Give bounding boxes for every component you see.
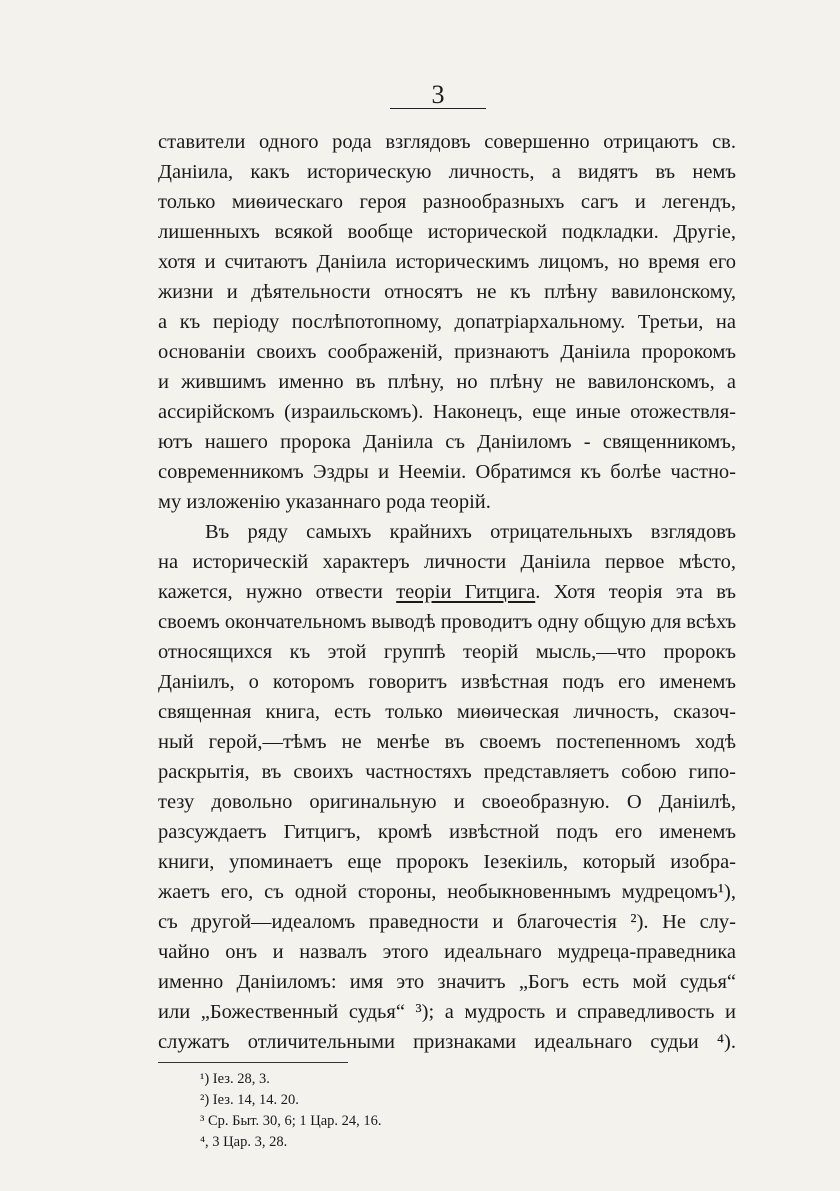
text-line: и жившимъ именно въ плѣну, но плѣну не вавилонскомъ, а — [158, 371, 736, 393]
text-line: ассирійскомъ (израильскомъ). Наконецъ, еще иные отожествля- — [158, 401, 736, 423]
text-line: съ другой—идеаломъ праведности и благочестія ²). Не слу- — [158, 911, 736, 933]
text-segment: кажется, нужно отвести — [158, 581, 397, 603]
text-line: только миѳическаго героя разнообразныхъ сагъ и легендъ, — [158, 191, 736, 213]
text-line: тезу довольно оригинальную и своеобразную. О Даніилѣ, — [158, 791, 736, 813]
text-line: ный герой,—тѣмъ не менѣе въ своемъ постепенномъ ходѣ — [158, 731, 736, 753]
text-line: жаетъ его, съ одной стороны, необыкновеннымъ мудрецомъ¹), — [158, 881, 736, 903]
text-segment: . Хотя теорія эта въ — [535, 581, 736, 603]
header-rule — [390, 108, 486, 109]
underlined-theory-name: теоріи Гитцига — [396, 581, 536, 603]
page-number: 3 — [431, 80, 445, 109]
text-line: на историческій характеръ личности Даніила первое мѣсто, — [158, 551, 736, 573]
text-line: или „Божественный судья“ ³); а мудрость и справедливость и — [158, 1001, 736, 1023]
text-line: служатъ отличительными признаками идеальнаго судьи ⁴). — [158, 1031, 736, 1053]
text-line: а къ періоду послѣпотопному, допатріархальному. Третьи, на — [158, 311, 736, 333]
text-line: основаніи своихъ соображеній, признаютъ Даніила пророкомъ — [158, 341, 736, 363]
text-line: Въ ряду самыхъ крайнихъ отрицательныхъ взглядовъ — [205, 521, 736, 543]
text-line: своемъ окончательномъ выводѣ проводитъ одну общую для всѣхъ — [158, 611, 736, 633]
text-line: книги, упоминаетъ еще пророкъ Іезекіиль, который изобра- — [158, 851, 736, 873]
text-line: именно Даніиломъ: имя это значитъ „Богъ есть мой судья“ — [158, 971, 736, 993]
text-line — [158, 578, 736, 608]
text-line: хотя и считаютъ Даніила историческимъ лицомъ, но время его — [158, 251, 736, 273]
footnote: ¹) Іез. 28, 3. — [200, 1071, 270, 1087]
text-line: раскрытія, въ своихъ частностяхъ представляетъ собою гипо- — [158, 761, 736, 783]
text-line: Даніилъ, о которомъ говоритъ извѣстная подъ его именемъ — [158, 671, 736, 693]
text-line: ютъ нашего пророка Даніила съ Даніиломъ - священникомъ, — [158, 431, 736, 453]
text-line: лишенныхъ всякой вообще исторической подкладки. Другіе, — [158, 221, 736, 243]
footnote: ⁴, 3 Цар. 3, 28. — [200, 1134, 288, 1150]
text-line: современникомъ Эздры и Неемiи. Обратимся къ болѣе частно- — [158, 461, 736, 483]
text-line: относящихся къ этой группѣ теорій мысль,—что пророкъ — [158, 641, 736, 663]
footnote: ²) Іез. 14, 14. 20. — [200, 1092, 299, 1108]
text-line: разсуждаетъ Гитцигъ, кромѣ извѣстной подъ его именемъ — [158, 821, 736, 843]
text-line: жизни и дѣятельности относятъ не къ плѣну вавилонскому, — [158, 281, 736, 303]
footnote: ³ Ср. Быт. 30, 6; 1 Цар. 24, 16. — [200, 1113, 382, 1129]
text-line: священная книга, есть только миѳическая личность, сказоч- — [158, 701, 736, 723]
text-line: му изложенію указаннаго рода теорій. — [158, 491, 491, 513]
text-line: Даніила, какъ историческую личность, а видятъ въ немъ — [158, 161, 736, 183]
footnote-rule — [158, 1062, 348, 1063]
text-line: чайно онъ и назвалъ этого идеальнаго мудреца-праведника — [158, 941, 736, 963]
text-line: ставители одного рода взглядовъ совершенно отрицаютъ св. — [158, 131, 736, 153]
